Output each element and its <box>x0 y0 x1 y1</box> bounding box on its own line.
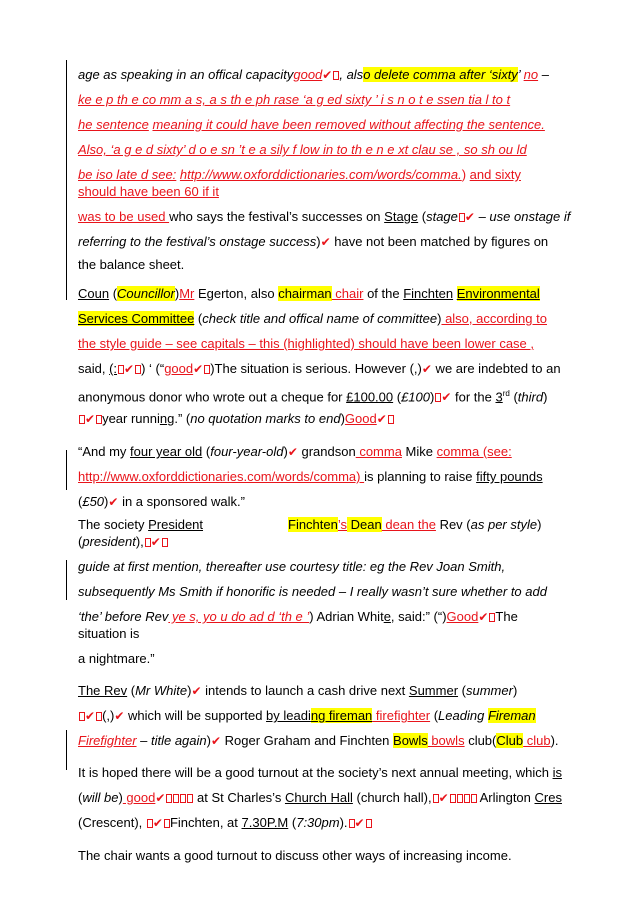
correction-text: he sentence <box>78 117 149 132</box>
text-run: President <box>148 517 204 532</box>
tick-icon: ✔ <box>108 495 119 509</box>
placeholder-box-icon <box>180 794 186 803</box>
text-line <box>78 183 219 200</box>
text-run: ( <box>78 494 83 509</box>
highlighted-text: Finchten <box>288 517 338 532</box>
correction-text: no <box>523 67 539 82</box>
placeholder-box-icon <box>450 794 456 803</box>
text-line <box>78 650 155 667</box>
text-run: anonymous donor who wrote out a cheque for <box>78 389 347 405</box>
text-line <box>78 360 561 378</box>
text-line <box>78 814 372 832</box>
placeholder-box-icon <box>366 819 372 828</box>
correction-text: dean the <box>381 517 436 532</box>
text-run: ) <box>430 389 435 405</box>
text-run: ( <box>78 790 83 805</box>
correction-text: Mr <box>179 286 195 301</box>
text-line <box>78 385 547 406</box>
text-run: ) Adrian Whit <box>309 609 384 624</box>
correction-text: good <box>293 67 323 82</box>
text-run: have not been matched by figures on <box>330 234 549 249</box>
text-line <box>78 116 545 133</box>
placeholder-box-icon <box>457 794 463 803</box>
text-run: ( <box>202 444 211 459</box>
editor-note-text: guide at first mention, thereafter use courtesy title: eg the Rev Joan Smith, <box>78 559 506 574</box>
text-line <box>78 847 512 864</box>
editor-note-text: Mr White <box>135 683 188 698</box>
highlighted-text: Services Committee <box>78 311 195 326</box>
text-line <box>78 443 512 461</box>
text-run: The Rev <box>78 683 128 698</box>
highlighted-text: Environmental <box>456 286 540 301</box>
text-run: ( <box>418 209 427 224</box>
text-run: in a sponsored walk.” <box>118 494 245 509</box>
correction-text: comma <box>355 444 402 459</box>
highlighted-text: Bowls <box>393 733 428 748</box>
highlighted-text: Dean <box>347 517 382 532</box>
correction-text: club <box>523 733 551 748</box>
text-run: ( <box>393 389 402 405</box>
text-run: fifty pounds <box>476 469 543 484</box>
tick-icon: ✔ <box>210 734 222 748</box>
text-run: ) <box>537 517 542 532</box>
editor-note-text: stage <box>426 209 458 224</box>
correction-text: the style guide – see capitals – this (highlighted) should have been lower case , <box>78 336 535 351</box>
text-run: Stage <box>384 209 419 224</box>
text-line <box>78 91 510 108</box>
editor-note-text: will be <box>82 790 119 805</box>
tick-icon: ✔ <box>124 362 135 376</box>
text-line <box>78 166 521 183</box>
text-line <box>78 310 547 327</box>
correction-text: http://www.oxforddictionaries.com/words/comma) <box>78 469 365 484</box>
text-run: e <box>383 609 391 624</box>
text-run: Rev ( <box>435 517 471 532</box>
text-run: by leadi <box>266 708 311 723</box>
correction-text: meaning it could have been removed without affecting the sentence. <box>152 117 545 132</box>
text-line <box>78 558 505 575</box>
correction-text: Good <box>446 609 479 624</box>
text-run: ) <box>512 683 518 698</box>
text-run: , said:” (“) <box>390 609 447 624</box>
highlighted-text: Club <box>496 733 524 748</box>
text-run: Arlington <box>476 790 535 805</box>
editor-note-text: – title again <box>136 733 207 748</box>
text-run: 7.30P.M <box>241 815 289 830</box>
text-run: which will be supported <box>124 708 267 723</box>
change-bar <box>66 730 67 770</box>
text-line <box>78 516 203 533</box>
text-line <box>78 468 543 485</box>
text-run: Church Hall <box>284 790 353 805</box>
text-run: The <box>495 609 518 624</box>
change-bar <box>66 450 67 490</box>
correction-text: comma (see: <box>436 444 512 459</box>
text-line <box>78 707 536 725</box>
text-run: ) <box>187 683 192 698</box>
text-run: ) <box>206 733 211 748</box>
text-line <box>78 141 527 158</box>
text-run: (Crescent), <box>78 815 146 830</box>
text-run: The society <box>78 517 149 532</box>
correction-text: firefighter <box>372 708 431 723</box>
superscript-text: rd <box>502 389 510 398</box>
text-run: grandson <box>297 444 356 459</box>
text-run: club( <box>464 733 497 748</box>
text-run: ) <box>316 234 321 249</box>
text-run: The chair wants a good turnout to discuss other ways of increasing income. <box>78 848 512 863</box>
highlighted-text: chairman <box>278 286 332 301</box>
text-run: at St Charles’s <box>193 790 285 805</box>
text-run: ( <box>288 815 297 830</box>
text-line <box>78 732 559 750</box>
placeholder-box-icon <box>173 794 179 803</box>
editor-note-text: – use onstage if <box>474 209 571 224</box>
tick-icon: ✔ <box>464 210 475 224</box>
tick-icon: ✔ <box>155 791 166 805</box>
text-run: ( <box>509 389 518 405</box>
editor-note-text: ’ <box>517 67 524 82</box>
text-run: (: <box>109 361 118 376</box>
highlighted-text: Councillor <box>117 286 175 301</box>
text-run: Roger Graham and Finchten <box>221 733 394 748</box>
editor-note-text: subsequently Ms Smith if honorific is needed – I really wasn’t sure whether to add <box>78 584 547 599</box>
text-line <box>78 625 139 642</box>
correction-text: ye s, yo u do ad d ‘th e ’ <box>168 609 310 624</box>
correction-text: should have been 60 if it <box>78 184 219 199</box>
tick-icon: ✔ <box>150 535 161 549</box>
text-run: four year old <box>130 444 203 459</box>
correction-text: was to be used <box>78 209 170 224</box>
text-run: (,) <box>102 708 115 723</box>
editor-note-text: no quotation marks to end <box>190 411 341 426</box>
text-run: Coun <box>78 286 110 301</box>
tick-icon: ✔ <box>191 684 202 698</box>
tick-icon: ✔ <box>478 610 489 624</box>
text-line <box>78 764 562 781</box>
text-run: Finchten <box>403 286 454 301</box>
text-line <box>78 789 562 807</box>
tick-icon: ✔ <box>85 412 96 426</box>
text-run: It is hoped there will be a good turnout at the society’s next annual meeting, which <box>78 765 553 780</box>
tick-icon: ✔ <box>322 68 333 82</box>
editor-note-text: £100 <box>401 389 430 405</box>
text-run: ) <box>543 389 548 405</box>
change-bar <box>66 560 67 600</box>
tick-icon: ✔ <box>114 709 125 723</box>
text-run: said, <box>78 361 110 376</box>
correction-text: Also, ‘a g e d sixty’ d o e sn ’t e a sily f low in to th e n e xt clau se , so sh ou ld <box>78 142 527 157</box>
tick-icon: ✔ <box>438 791 449 805</box>
tick-icon: ✔ <box>287 445 298 459</box>
editor-note-text: Leading <box>438 708 488 723</box>
placeholder-box-icon <box>162 538 168 547</box>
text-run: situation is <box>78 626 140 641</box>
text-line <box>78 608 518 626</box>
text-run: is planning to raise <box>364 469 477 484</box>
correction-text: Firefighter <box>78 733 137 748</box>
text-line <box>78 256 184 273</box>
tick-icon: ✔ <box>85 709 96 723</box>
text-run: of the <box>363 286 404 301</box>
highlighted-text: Fireman <box>487 708 536 723</box>
text-run: ) <box>283 444 288 459</box>
correction-text: http://www.oxforddictionaries.com/words/comma. <box>179 167 462 182</box>
editor-note-text: president <box>82 534 136 549</box>
correction-text: ’s <box>337 517 348 532</box>
editor-note-text: third <box>517 389 544 405</box>
correction-text: ) <box>461 167 470 182</box>
text-run: £100.00 <box>346 389 394 405</box>
editor-note-text: referring to the festival’s onstage success <box>78 234 317 249</box>
text-run: ) <box>174 286 180 301</box>
text-run: ) <box>104 494 109 509</box>
text-run: ) <box>118 790 123 805</box>
text-line <box>78 682 517 700</box>
editor-note-text: £50 <box>82 494 105 509</box>
text-run: )The situation is serious. However (,) <box>210 361 422 376</box>
correction-text: and sixty <box>469 167 521 182</box>
correction-text: be iso late d see: <box>78 167 177 182</box>
text-run: for the <box>451 389 496 405</box>
text-run: n <box>159 411 168 426</box>
text-run: ) ‘ (“ <box>141 361 165 376</box>
text-run: Finchten, at <box>169 815 242 830</box>
text-run: Cres <box>534 790 562 805</box>
text-run: Mike <box>401 444 437 459</box>
text-run: year runni <box>102 411 160 426</box>
tick-icon: ✔ <box>152 816 163 830</box>
change-bar <box>66 60 67 300</box>
tick-icon: ✔ <box>354 816 365 830</box>
text-run: who says the festival’s successes on <box>169 209 385 224</box>
tick-icon: ✔ <box>376 412 387 426</box>
highlighted-text: o delete comma after ‘sixty <box>363 67 518 82</box>
text-run: ). <box>339 815 348 830</box>
text-run: a nightmare.” <box>78 651 155 666</box>
correction-text: also, according to <box>441 311 547 326</box>
text-run: g.” ( <box>167 411 191 426</box>
text-run: ( <box>78 534 83 549</box>
text-run: Egerton, also <box>194 286 279 301</box>
placeholder-box-icon <box>388 415 394 424</box>
text-run: ) <box>437 311 442 326</box>
correction-text: good <box>164 361 194 376</box>
tick-icon: ✔ <box>320 235 331 249</box>
highlighted-text: ng fireman <box>310 708 373 723</box>
tick-icon: ✔ <box>193 362 204 376</box>
editor-note-text: – <box>538 67 549 82</box>
text-run: ) <box>340 411 345 426</box>
text-run: “And my <box>78 444 131 459</box>
editor-note-text: , als <box>339 67 364 82</box>
placeholder-box-icon <box>166 794 172 803</box>
text-run: 3 <box>495 389 503 405</box>
text-run: the balance sheet. <box>78 257 185 272</box>
correction-text: chair <box>331 286 364 301</box>
correction-text: ke e p th e co mm a s, a s th e ph rase ‘a g ed sixty ’ i s n o t e ssen tia l to t <box>78 92 511 107</box>
text-line <box>78 233 548 251</box>
placeholder-box-icon <box>464 794 470 803</box>
text-run: ( <box>109 286 118 301</box>
text-line <box>78 493 245 511</box>
correction-text: Good <box>344 411 377 426</box>
text-run: ( <box>430 708 439 723</box>
editor-note-text: check title and offical name of committee <box>202 311 438 326</box>
text-run: (church hall), <box>352 790 432 805</box>
text-line <box>78 335 534 352</box>
editor-note-text: as per style <box>470 517 538 532</box>
editor-note-text: summer <box>465 683 513 698</box>
text-run: intends to launch a cash drive next <box>201 683 409 698</box>
tick-icon: ✔ <box>421 362 432 376</box>
text-run: Summer <box>408 683 459 698</box>
text-line <box>288 516 541 533</box>
text-line <box>78 285 540 302</box>
editor-note-text: ‘the’ before Rev <box>78 609 169 624</box>
correction-text: bowls <box>427 733 465 748</box>
text-run: is <box>552 765 562 780</box>
text-line <box>78 533 168 551</box>
editor-note-text: 7:30pm <box>296 815 340 830</box>
tick-icon: ✔ <box>441 390 452 405</box>
text-run: ( <box>458 683 466 698</box>
text-run: we are indebted to an <box>431 361 561 376</box>
text-line <box>78 208 570 226</box>
text-run: ( <box>127 683 136 698</box>
text-line <box>78 66 549 84</box>
text-run: ( <box>194 311 203 326</box>
text-run: ), <box>135 534 144 549</box>
text-line <box>78 583 547 600</box>
text-run: ). <box>550 733 559 748</box>
text-line <box>78 410 394 428</box>
editor-note-text: age as speaking in an offical capacity <box>78 67 294 82</box>
correction-text: good <box>122 790 156 805</box>
editor-note-text: four-year-old <box>210 444 284 459</box>
